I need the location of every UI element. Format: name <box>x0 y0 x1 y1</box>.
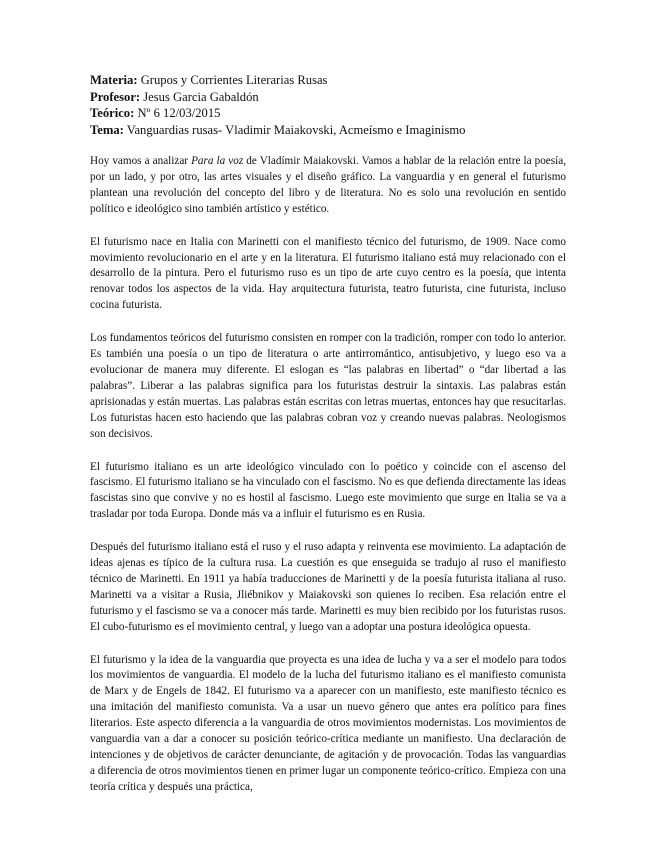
teorico-value: Nº 6 12/03/2015 <box>134 106 221 120</box>
paragraph-1-intro: Hoy vamos a analizar <box>90 155 192 167</box>
materia-label: Materia: <box>90 73 138 87</box>
teorico-line <box>90 105 566 122</box>
document-page <box>90 72 566 813</box>
work-title: Para la voz <box>191 155 244 167</box>
profesor-label: Profesor: <box>90 89 141 104</box>
profesor-value: Jesus Garcia Gabaldón <box>140 89 259 104</box>
materia-line <box>90 72 566 89</box>
tema-value: Vanguardias rusas- Vladimir Maiakovski, Acmeísmo e Imaginismo <box>123 122 466 137</box>
teorico-label: Teórico: <box>90 106 135 120</box>
paragraph-1-body: de Vladímir Maiakovski. Vamos a hablar de la relación entre la poesía, por un lado, y por otro, las artes visuales y el diseño gráfico. La vanguardia y en general el futurismo plantean una revolución del concepto del libro y de literatura. No es solo una revolución en sentido político e ideológico sino también artístico y estético. <box>90 155 566 215</box>
materia-value: Grupos y Corrientes Literarias Rusas <box>137 73 328 87</box>
paragraph-2: El futurismo nace en Italia con Marinetti con el manifiesto técnico del futurismo, de 1909. Nace como movimiento revolucionario en el arte y en la literatura. El futurismo italiano está muy relacionado con el desarrollo de la pintura. Pero el futurismo ruso es un tipo de arte cuyo centro es la poesía, que intenta renovar todos los aspectos de la vida. Hay arquitectura futurista, teatro futurista, cine futurista, incluso cocina futurista. <box>90 235 566 312</box>
paragraph-6: El futurismo y la idea de la vanguardia que proyecta es una idea de lucha y va a ser el modelo para todos los movimientos de vanguardia. El modelo de la lucha del futurismo italiano es el manifiesto comunista de Marx y de Engels de 1842. El futurismo va a aparecer con un manifiesto, este manifiesto técnico es una imitación del manifiesto comunista. Va a usar un nuevo género que antes era político para fines literarios. Este aspecto diferencia a la vanguardia de otros movimientos modernistas. Los movimientos de vanguardia van a dar a conocer su posición teórico-crítica mediante un manifiesto. Una declaración de intenciones y de objetivos de carácter denunciante, de agitación y de provocación. Todas las vanguardias a diferencia de otros movimientos tienen en primer lugar un componente teórico-crítico. Empieza con una teoría crítica y después una práctica, <box>90 653 566 793</box>
paragraph-3: Los fundamentos teóricos del futurismo consisten en romper con la tradición, romper con todo lo anterior. Es también una poesía o un tipo de literatura o arte antirromántico, antisubjetivo, y luego eso va a evolucionar de manera muy diferente. El eslogan es “las palabras en libertad” o “dar libertad a las palabras”. Liberar a las palabras significa para los futuristas destruir la sintaxis. Las palabras están aprisionadas y están muertas. Las palabras están escritas con letras muertas, entonces hay que resucitarlas. Los futuristas hacen esto haciendo que las palabras cobran voz y creando nuevas palabras. Neologismos son decisivos. <box>90 332 566 440</box>
paragraph-5: Después del futurismo italiano está el ruso y el ruso adapta y reinventa ese movimiento. La adaptación de ideas ajenas es típico de la cultura rusa. La cuestión es que enseguida se tradujo al ruso el manifiesto técnico de Marinetti. En 1911 ya había traducciones de Marinetti y de la poesía futurista italiana al ruso. Marinetti va a visitar a Rusia, Jliébnikov y Maiakovski son quienes lo reciben. Esa relación entre el futurismo y el fascismo se va a conocer más tarde. Marinetti es muy bien recibido por los futuristas rusos. El cubo-futurismo es el movimiento central, y luego van a adoptar una postura ideológica opuesta. <box>90 541 566 633</box>
document-header <box>90 72 566 138</box>
paragraph-1 <box>90 154 566 218</box>
profesor-line <box>90 89 566 106</box>
tema-line <box>90 122 566 139</box>
paragraph-4: El futurismo italiano es un arte ideológico vinculado con lo poético y coincide con el ascenso del fascismo. El futurismo italiano se ha vinculado con el fascismo. No es que defienda directamente las ideas fascistas sino que convive y no es hostil al fascismo. Luego este movimiento que surge en Italia se va a trasladar por toda Europa. Donde más va a influir el futurismo es en Rusia. <box>90 460 566 521</box>
tema-label: Tema: <box>90 122 124 137</box>
